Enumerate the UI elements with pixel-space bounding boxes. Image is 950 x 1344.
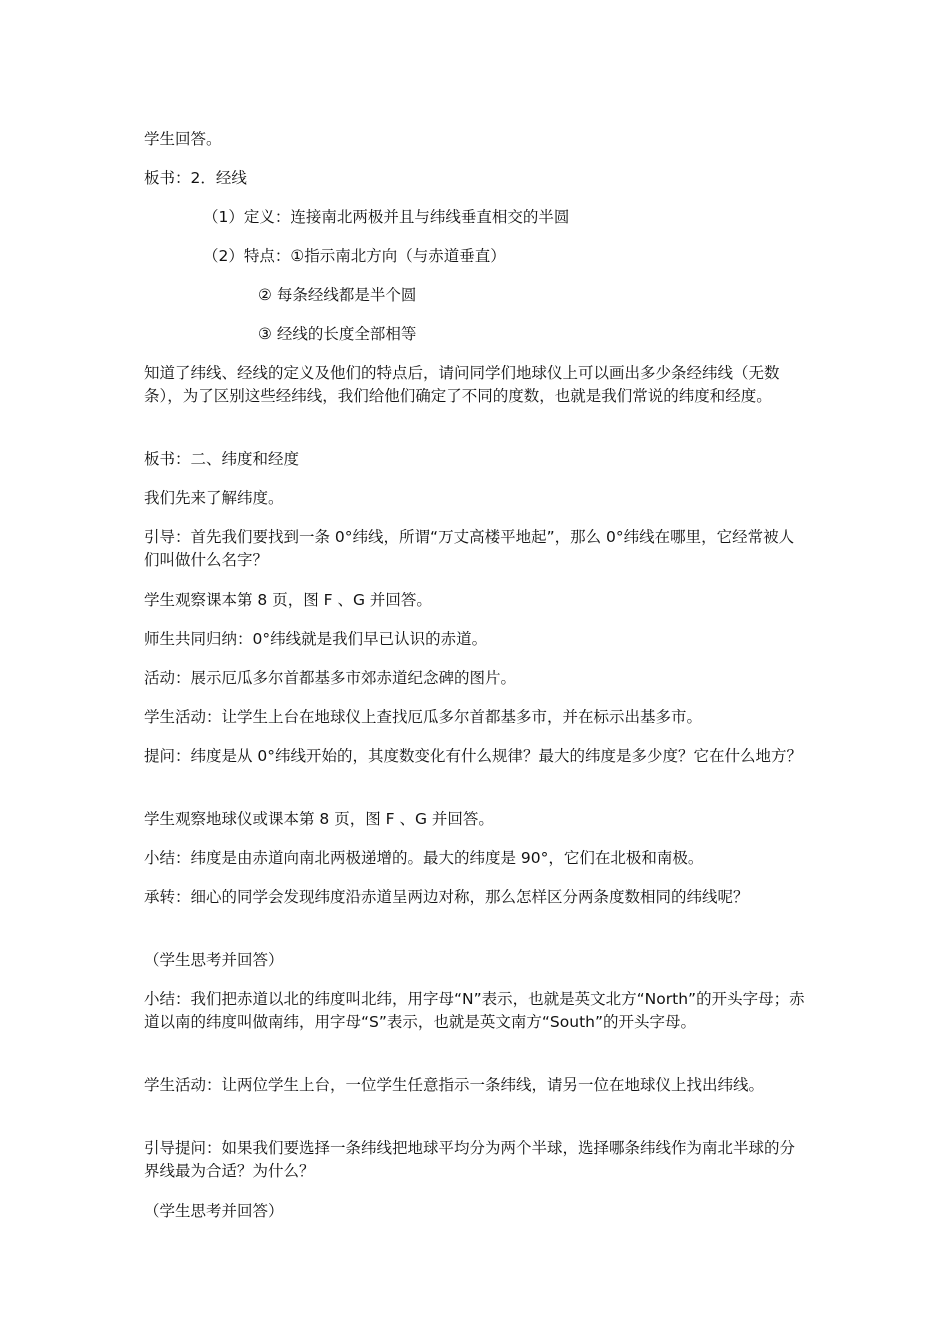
paragraph-meridian-feature-3: ③ 经线的长度全部相等 <box>258 325 417 343</box>
paragraph-meridian-feature-1: （2）特点：①指示南北方向（与赤道垂直） <box>203 247 506 265</box>
paragraph-student-answer: 学生回答。 <box>144 130 222 148</box>
paragraph-student-activity-pair: 学生活动：让两位学生上台，一位学生任意指示一条纬线，请另一位在地球仪上找出纬线。 <box>144 1076 765 1094</box>
paragraph-transition-symmetry: 承转：细心的同学会发现纬度沿赤道呈两边对称，那么怎样区分两条度数相同的纬线呢？ <box>144 888 749 906</box>
paragraph-student-think-2: （学生思考并回答） <box>144 1202 284 1220</box>
paragraph-student-think-1: （学生思考并回答） <box>144 951 284 969</box>
paragraph-summary-latitude: 小结：纬度是由赤道向南北两极递增的。最大的纬度是 90°，它们在北极和南极。 <box>144 849 704 867</box>
paragraph-meridian-feature-2: ② 每条经线都是半个圆 <box>258 286 417 304</box>
paragraph-question-latitude: 提问：纬度是从 0°纬线开始的，其度数变化有什么规律？最大的纬度是多少度？它在什么地方？ <box>144 747 803 765</box>
paragraph-summary-north-south: 小结：我们把赤道以北的纬度叫北纬，用字母“N”表示，也就是英文北方“North”的开头字母；赤道以南的纬度叫做南纬，用字母“S”表示，也就是英文南方“South”的开头字母。 <box>144 990 805 1031</box>
paragraph-observe-textbook: 学生观察课本第 8 页，图 F 、G 并回答。 <box>144 591 432 609</box>
paragraph-learn-latitude: 我们先来了解纬度。 <box>144 489 284 507</box>
paragraph-intro-latlong: 知道了纬线、经线的定义及他们的特点后，请问同学们地球仪上可以画出多少条经纬线（无数条），为了区别这些经纬线，我们给他们确定了不同的度数，也就是我们常说的纬度和经度。 <box>144 364 780 405</box>
paragraph-blackboard-latlong: 板书：二、纬度和经度 <box>144 450 300 468</box>
paragraph-guide-zero-latitude: 引导：首先我们要找到一条 0°纬线，所谓“万丈高楼平地起”，那么 0°纬线在哪里，它经常被人们叫做什么名字？ <box>144 528 795 569</box>
paragraph-blackboard-meridian: 板书：2．经线 <box>144 169 247 187</box>
paragraph-meridian-definition: （1）定义：连接南北两极并且与纬线垂直相交的半圆 <box>203 208 570 226</box>
paragraph-guide-hemisphere: 引导提问：如果我们要选择一条纬线把地球平均分为两个半球，选择哪条纬线作为南北半球的分界线最为合适？为什么？ <box>144 1139 796 1180</box>
paragraph-summary-equator: 师生共同归纳：0°纬线就是我们早已认识的赤道。 <box>144 630 488 648</box>
paragraph-observe-globe: 学生观察地球仪或课本第 8 页，图 F 、G 并回答。 <box>144 810 494 828</box>
paragraph-student-activity-quito: 学生活动：让学生上台在地球仪上查找厄瓜多尔首都基多市，并在标示出基多市。 <box>144 708 703 726</box>
paragraph-activity-monument: 活动：展示厄瓜多尔首都基多市郊赤道纪念碑的图片。 <box>144 669 517 687</box>
